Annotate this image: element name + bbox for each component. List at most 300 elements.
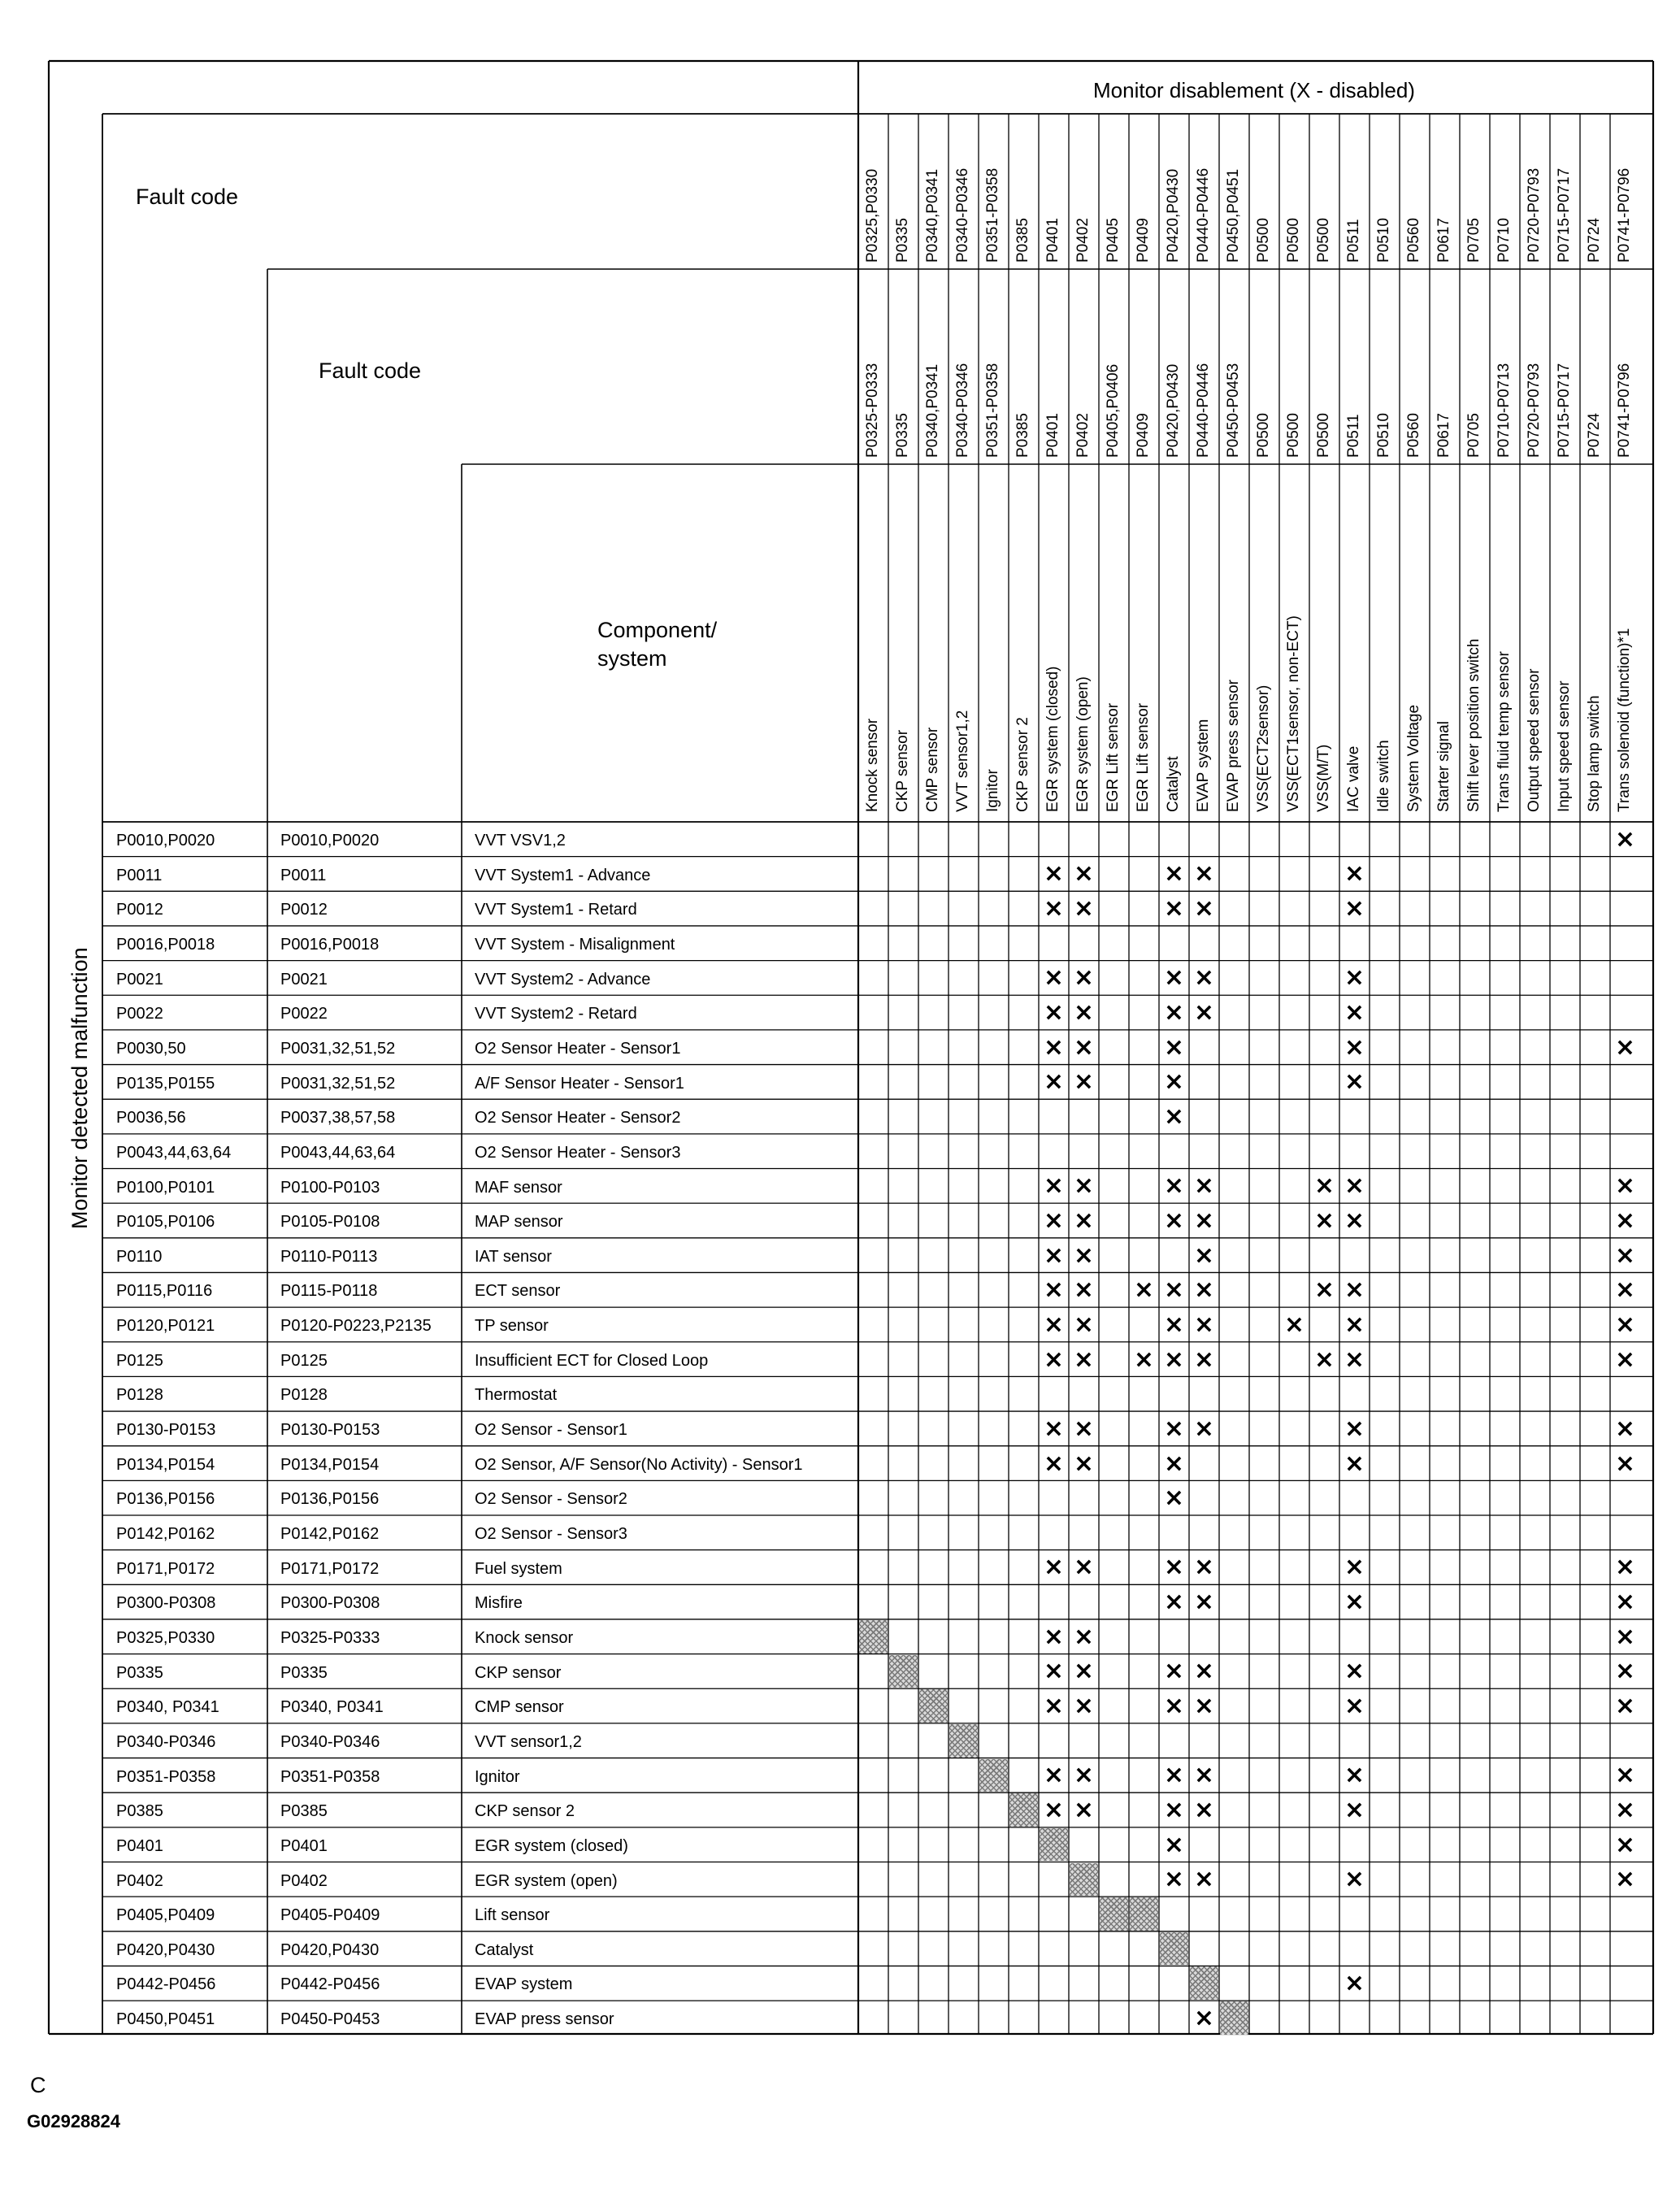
- disabled-mark: ×: [1163, 1067, 1185, 1097]
- disabled-mark: ×: [1163, 998, 1185, 1028]
- column-code-1: P0409: [1135, 218, 1152, 263]
- disabled-mark: ×: [1614, 1310, 1636, 1339]
- table-row-component: VVT System2 - Retard: [475, 1005, 637, 1023]
- column-component: Trans solenoid (function)*1: [1616, 628, 1633, 812]
- column-code-2: P0741-P0796: [1616, 363, 1633, 458]
- image-code: G02928824: [27, 2111, 120, 2131]
- table-row-fault-code-2: P0100-P0103: [280, 1178, 380, 1197]
- table-row-fault-code-2: P0011: [280, 866, 327, 884]
- column-component: Starter signal: [1435, 721, 1452, 812]
- disabled-mark: ×: [1043, 1796, 1065, 1824]
- table-row-fault-code-1: P0105,P0106: [116, 1213, 215, 1232]
- disabled-mark: ×: [1043, 1241, 1065, 1270]
- table-row-fault-code-1: P0136,P0156: [116, 1490, 215, 1509]
- column-code-2: P0510: [1375, 413, 1392, 458]
- disabled-mark: ×: [1073, 1657, 1095, 1686]
- disabled-mark: ×: [1073, 1310, 1095, 1339]
- disabled-mark: ×: [1163, 1761, 1185, 1790]
- table-row-component: O2 Sensor Heater - Sensor3: [475, 1143, 681, 1162]
- disabled-mark: ×: [1193, 1275, 1215, 1305]
- disabled-mark: ×: [1614, 1553, 1636, 1582]
- disabled-mark: ×: [1193, 859, 1215, 889]
- column-code-2: P0511: [1345, 414, 1362, 458]
- column-code-2: P0500: [1255, 413, 1272, 458]
- table-row-component: O2 Sensor, A/F Sensor(No Activity) - Sensor1: [475, 1455, 803, 1474]
- disabled-mark: ×: [1163, 1484, 1185, 1513]
- disabled-mark: ×: [1193, 1414, 1215, 1443]
- table-row-fault-code-1: P0134,P0154: [116, 1455, 215, 1474]
- disabled-mark: ×: [1163, 859, 1185, 889]
- table-row-fault-code-2: P0021: [280, 970, 328, 989]
- table-row-fault-code-2: P0134,P0154: [280, 1455, 380, 1474]
- table-row-fault-code-1: P0110: [116, 1247, 163, 1266]
- column-component: Knock sensor: [864, 718, 881, 812]
- disabled-mark: ×: [1073, 1171, 1095, 1201]
- shaded-self-cell: [1190, 1966, 1218, 2000]
- column-component: EGR system (open): [1074, 676, 1092, 812]
- table-row-fault-code-1: P0450,P0451: [116, 2010, 215, 2029]
- column-component: Trans fluid temp sensor: [1496, 651, 1513, 812]
- disabled-mark: ×: [1614, 1657, 1636, 1686]
- disabled-mark: ×: [1073, 1622, 1095, 1651]
- table-row-fault-code-1: P0115,P0116: [116, 1282, 213, 1301]
- table-row-fault-code-1: P0142,P0162: [116, 1525, 215, 1543]
- column-component: Input speed sensor: [1556, 680, 1573, 812]
- disabled-mark: ×: [1163, 894, 1185, 923]
- column-code-1: P0510: [1375, 218, 1392, 263]
- table-row-fault-code-2: P0325-P0333: [280, 1628, 380, 1647]
- disabled-mark: ×: [1043, 998, 1065, 1028]
- disabled-mark: ×: [1073, 1067, 1095, 1097]
- monitor-disablement-header: Monitor disablement (X - disabled): [1093, 78, 1415, 102]
- table-row-fault-code-2: P0340, P0341: [280, 1698, 384, 1717]
- table-row-fault-code-2: P0450-P0453: [280, 2010, 380, 2029]
- column-code-1: P0402: [1074, 218, 1092, 263]
- disabled-mark: ×: [1344, 1969, 1365, 1998]
- column-code-1: P0450,P0451: [1225, 168, 1242, 263]
- disabled-mark: ×: [1073, 1275, 1095, 1305]
- disabled-mark: ×: [1193, 1345, 1215, 1374]
- disabled-mark: ×: [1193, 2003, 1215, 2032]
- table-row-fault-code-1: P0012: [116, 901, 163, 919]
- shaded-self-cell: [1040, 1828, 1068, 1862]
- table-row-fault-code-2: P0105-P0108: [280, 1213, 380, 1232]
- disabled-mark: ×: [1283, 1310, 1305, 1339]
- table-row-fault-code-2: P0016,P0018: [280, 935, 380, 954]
- disabled-mark: ×: [1073, 1206, 1095, 1235]
- column-code-2: P0385: [1014, 413, 1031, 458]
- disabled-mark: ×: [1073, 894, 1095, 923]
- disabled-mark: ×: [1614, 1414, 1636, 1443]
- disabled-mark: ×: [1043, 894, 1065, 923]
- column-code-1: P0720-P0793: [1526, 167, 1543, 263]
- column-component: EGR system (closed): [1044, 666, 1061, 812]
- disabled-mark: ×: [1344, 1657, 1365, 1686]
- table-row-component: Thermostat: [475, 1386, 558, 1405]
- column-component: Ignitor: [984, 769, 1001, 812]
- table-row-fault-code-2: P0031,32,51,52: [280, 1039, 396, 1058]
- disabled-mark: ×: [1073, 1553, 1095, 1582]
- column-code-2: P0440-P0446: [1195, 363, 1212, 458]
- disabled-mark: ×: [1614, 1032, 1636, 1062]
- table-row-fault-code-1: P0171,P0172: [116, 1559, 215, 1578]
- table-row-component: O2 Sensor Heater - Sensor1: [475, 1039, 681, 1058]
- table-row-fault-code-2: P0300-P0308: [280, 1594, 380, 1613]
- table-row-fault-code-2: P0031,32,51,52: [280, 1074, 396, 1093]
- column-component: Shift lever position switch: [1465, 638, 1482, 812]
- column-component: VSS(ECT1sensor, non-ECT): [1285, 615, 1302, 812]
- column-code-1: P0511: [1345, 219, 1362, 263]
- column-code-2: P0325-P0333: [864, 363, 881, 458]
- column-code-1: P0401: [1044, 218, 1061, 263]
- disabled-mark: ×: [1043, 1449, 1065, 1478]
- column-code-1: P0385: [1014, 218, 1031, 263]
- table-row-component: Misfire: [475, 1594, 523, 1613]
- table-row-component: VVT System2 - Advance: [475, 970, 651, 989]
- table-row-fault-code-1: P0036,56: [116, 1109, 186, 1128]
- table-row-component: CKP sensor: [475, 1663, 562, 1682]
- column-code-1: P0617: [1435, 218, 1452, 263]
- table-row-fault-code-2: P0037,38,57,58: [280, 1109, 396, 1128]
- table-row-fault-code-2: P0012: [280, 901, 328, 919]
- disabled-mark: ×: [1344, 1761, 1365, 1790]
- column-code-2: P0401: [1044, 413, 1061, 458]
- table-row-component: EVAP press sensor: [475, 2010, 614, 2029]
- table-row-fault-code-1: P0405,P0409: [116, 1906, 215, 1925]
- table-row-fault-code-2: P0125: [280, 1351, 328, 1370]
- figure-letter: C: [30, 2073, 46, 2097]
- disabled-mark: ×: [1614, 1865, 1636, 1894]
- column-code-2: P0351-P0358: [984, 363, 1001, 458]
- column-code-1: P0724: [1586, 218, 1603, 263]
- disabled-mark: ×: [1193, 998, 1215, 1028]
- shaded-self-cell: [1100, 1897, 1128, 1931]
- table-row-fault-code-2: P0340-P0346: [280, 1732, 380, 1751]
- table-row-component: CMP sensor: [475, 1698, 564, 1717]
- disabled-mark: ×: [1043, 1310, 1065, 1339]
- component-system-header-line2: system: [597, 646, 667, 671]
- disabled-mark: ×: [1073, 1692, 1095, 1721]
- table-row-fault-code-1: P0130-P0153: [116, 1421, 216, 1440]
- disabled-mark: ×: [1163, 1692, 1185, 1721]
- column-component: CKP sensor 2: [1014, 717, 1031, 812]
- table-row-fault-code-2: P0351-P0358: [280, 1767, 380, 1786]
- table-row-fault-code-1: P0125: [116, 1351, 163, 1370]
- disabled-mark: ×: [1043, 1032, 1065, 1062]
- column-component: CKP sensor: [894, 729, 911, 812]
- disabled-mark: ×: [1163, 1796, 1185, 1824]
- table-row-fault-code-2: P0401: [280, 1836, 328, 1855]
- disabled-mark: ×: [1614, 1830, 1636, 1859]
- disabled-mark: ×: [1344, 1206, 1365, 1235]
- component-system-header-line1: Component/: [597, 618, 718, 642]
- shaded-self-cell: [1009, 1793, 1038, 1827]
- disabled-mark: ×: [1073, 998, 1095, 1028]
- table-row-fault-code-1: P0335: [116, 1663, 163, 1682]
- disabled-mark: ×: [1193, 1761, 1215, 1790]
- disabled-mark: ×: [1133, 1275, 1155, 1305]
- table-row-component: VVT System - Misalignment: [475, 935, 675, 954]
- disabled-mark: ×: [1614, 1206, 1636, 1235]
- table-row-fault-code-1: P0340, P0341: [116, 1698, 219, 1717]
- disabled-mark: ×: [1193, 1310, 1215, 1339]
- disabled-mark: ×: [1043, 1761, 1065, 1790]
- column-code-1: P0710: [1496, 218, 1513, 263]
- column-component: EGR Lift sensor: [1105, 702, 1122, 812]
- disabled-mark: ×: [1043, 1067, 1065, 1097]
- table-row-fault-code-1: P0135,P0155: [116, 1074, 215, 1093]
- shaded-self-cell: [1130, 1897, 1158, 1931]
- table-row-component: EVAP system: [475, 1975, 573, 1994]
- table-row-component: Ignitor: [475, 1767, 520, 1786]
- column-code-2: P0724: [1586, 413, 1603, 458]
- fault-code-header-2: Fault code: [319, 358, 422, 383]
- table-row-fault-code-2: P0110-P0113: [280, 1247, 378, 1266]
- table-row-component: A/F Sensor Heater - Sensor1: [475, 1074, 684, 1093]
- disabled-mark: ×: [1073, 859, 1095, 889]
- table-row-component: Fuel system: [475, 1559, 562, 1578]
- shaded-self-cell: [919, 1689, 948, 1723]
- disabled-mark: ×: [1344, 859, 1365, 889]
- disabled-mark: ×: [1163, 1102, 1185, 1131]
- monitor-detected-malfunction-label: Monitor detected malfunction: [67, 947, 92, 1229]
- disabled-mark: ×: [1614, 1275, 1636, 1305]
- disabled-mark: ×: [1073, 1449, 1095, 1478]
- shaded-self-cell: [859, 1620, 888, 1653]
- disabled-mark: ×: [1344, 1275, 1365, 1305]
- column-code-2: P0500: [1315, 413, 1332, 458]
- disabled-mark: ×: [1163, 1830, 1185, 1859]
- disabled-mark: ×: [1614, 1761, 1636, 1790]
- table-row-component: Knock sensor: [475, 1628, 574, 1647]
- table-row-fault-code-1: P0340-P0346: [116, 1732, 216, 1751]
- table-row-component: Lift sensor: [475, 1906, 550, 1925]
- column-component: Output speed sensor: [1526, 668, 1543, 812]
- table-row-component: Catalyst: [475, 1940, 534, 1959]
- column-code-1: P0340-P0346: [954, 167, 971, 263]
- disabled-mark: ×: [1614, 1345, 1636, 1374]
- disabled-mark: ×: [1163, 1414, 1185, 1443]
- disabled-mark: ×: [1163, 1449, 1185, 1478]
- disabled-mark: ×: [1344, 1865, 1365, 1894]
- column-component: VSS(M/T): [1315, 744, 1332, 812]
- disabled-mark: ×: [1163, 1865, 1185, 1894]
- table-row-fault-code-1: P0128: [116, 1386, 163, 1405]
- shaded-self-cell: [949, 1724, 978, 1758]
- disabled-mark: ×: [1133, 1345, 1155, 1374]
- column-code-2: P0560: [1405, 413, 1422, 458]
- disabled-mark: ×: [1614, 1449, 1636, 1478]
- table-row-fault-code-1: P0043,44,63,64: [116, 1143, 232, 1162]
- table-row-fault-code-2: P0405-P0409: [280, 1906, 380, 1925]
- disabled-mark: ×: [1043, 1414, 1065, 1443]
- disabled-mark: ×: [1344, 1171, 1365, 1201]
- disabled-mark: ×: [1193, 1588, 1215, 1617]
- column-code-2: P0335: [894, 413, 911, 458]
- disabled-mark: ×: [1614, 1241, 1636, 1270]
- disabled-mark: ×: [1073, 1241, 1095, 1270]
- disabled-mark: ×: [1344, 963, 1365, 993]
- column-code-2: P0705: [1465, 413, 1482, 458]
- shaded-self-cell: [1160, 1932, 1188, 1966]
- table-row-fault-code-1: P0022: [116, 1005, 163, 1023]
- table-row-fault-code-2: P0442-P0456: [280, 1975, 380, 1994]
- table-row-fault-code-1: P0351-P0358: [116, 1767, 216, 1786]
- column-code-2: P0340-P0346: [954, 363, 971, 458]
- table-row-component: O2 Sensor Heater - Sensor2: [475, 1109, 681, 1128]
- fault-code-header-1: Fault code: [136, 185, 239, 209]
- table-row-component: VVT sensor1,2: [475, 1732, 582, 1751]
- disabled-mark: ×: [1073, 1032, 1095, 1062]
- disabled-mark: ×: [1344, 1414, 1365, 1443]
- disabled-mark: ×: [1163, 1206, 1185, 1235]
- disabled-mark: ×: [1043, 1275, 1065, 1305]
- column-code-1: P0500: [1315, 218, 1332, 263]
- table-row-fault-code-2: P0335: [280, 1663, 328, 1682]
- disabled-mark: ×: [1073, 1761, 1095, 1790]
- table-row-fault-code-2: P0115-P0118: [280, 1282, 378, 1301]
- column-component: VVT sensor1,2: [954, 710, 971, 812]
- column-component: CMP sensor: [924, 727, 941, 812]
- column-component: VSS(ECT2sensor): [1255, 684, 1272, 812]
- disabled-mark: ×: [1344, 1345, 1365, 1374]
- column-code-1: P0560: [1405, 218, 1422, 263]
- disabled-mark: ×: [1073, 963, 1095, 993]
- disabled-mark: ×: [1614, 824, 1636, 854]
- table-row-fault-code-2: P0402: [280, 1871, 328, 1890]
- column-code-1: P0440-P0446: [1195, 167, 1212, 263]
- disabled-mark: ×: [1043, 1171, 1065, 1201]
- table-row-fault-code-1: P0420,P0430: [116, 1940, 215, 1959]
- column-code-2: P0340,P0341: [924, 363, 941, 458]
- disabled-mark: ×: [1313, 1206, 1335, 1235]
- column-code-2: P0409: [1135, 413, 1152, 458]
- table-row-fault-code-1: P0120,P0121: [116, 1317, 215, 1336]
- disabled-mark: ×: [1344, 1796, 1365, 1824]
- table-row-fault-code-1: P0402: [116, 1871, 163, 1890]
- disabled-mark: ×: [1344, 894, 1365, 923]
- table-row-component: VVT System1 - Retard: [475, 901, 637, 919]
- disabled-mark: ×: [1614, 1588, 1636, 1617]
- table-row-component: MAP sensor: [475, 1213, 563, 1232]
- disabled-mark: ×: [1073, 1414, 1095, 1443]
- disabled-mark: ×: [1193, 963, 1215, 993]
- column-code-1: P0420,P0430: [1165, 168, 1182, 263]
- disabled-mark: ×: [1193, 1553, 1215, 1582]
- table-row-component: EGR system (open): [475, 1871, 618, 1890]
- disabled-mark: ×: [1313, 1171, 1335, 1201]
- table-row-component: VVT System1 - Advance: [475, 866, 651, 884]
- shaded-self-cell: [889, 1655, 918, 1688]
- table-row-fault-code-1: P0442-P0456: [116, 1975, 216, 1994]
- disabled-mark: ×: [1163, 1345, 1185, 1374]
- disabled-mark: ×: [1043, 1206, 1065, 1235]
- disabled-mark: ×: [1193, 1796, 1215, 1824]
- column-code-2: P0720-P0793: [1526, 363, 1543, 458]
- disabled-mark: ×: [1163, 1275, 1185, 1305]
- disabled-mark: ×: [1043, 963, 1065, 993]
- disabled-mark: ×: [1344, 1553, 1365, 1582]
- table-row-fault-code-2: P0010,P0020: [280, 832, 380, 849]
- table-row-component: EGR system (closed): [475, 1836, 628, 1855]
- column-code-1: P0340,P0341: [924, 168, 941, 263]
- column-code-1: P0500: [1285, 218, 1302, 263]
- table-row-component: TP sensor: [475, 1317, 549, 1336]
- table-row-fault-code-1: P0300-P0308: [116, 1594, 216, 1613]
- table-row-component: Insufficient ECT for Closed Loop: [475, 1351, 709, 1370]
- table-row-component: IAT sensor: [475, 1247, 552, 1266]
- disabled-mark: ×: [1193, 1657, 1215, 1686]
- disabled-mark: ×: [1313, 1275, 1335, 1305]
- column-code-2: P0617: [1435, 413, 1452, 458]
- column-code-1: P0335: [894, 218, 911, 263]
- table-row-fault-code-1: P0100,P0101: [116, 1178, 215, 1197]
- disabled-mark: ×: [1073, 1796, 1095, 1824]
- disabled-mark: ×: [1163, 963, 1185, 993]
- table-row-component: O2 Sensor - Sensor3: [475, 1525, 627, 1543]
- column-component: EVAP press sensor: [1225, 680, 1242, 812]
- table-row-fault-code-1: P0325,P0330: [116, 1628, 215, 1647]
- disabled-mark: ×: [1043, 1692, 1065, 1721]
- disabled-mark: ×: [1344, 1310, 1365, 1339]
- disabled-mark: ×: [1614, 1622, 1636, 1651]
- column-component: Stop lamp switch: [1586, 695, 1603, 812]
- disabled-mark: ×: [1313, 1345, 1335, 1374]
- column-code-1: P0715-P0717: [1556, 167, 1573, 263]
- disabled-mark: ×: [1614, 1796, 1636, 1824]
- column-code-2: P0405,P0406: [1105, 363, 1122, 458]
- table-row-fault-code-2: P0142,P0162: [280, 1525, 380, 1543]
- shaded-self-cell: [1220, 2001, 1248, 2035]
- disabled-mark: ×: [1193, 1171, 1215, 1201]
- disabled-mark: ×: [1163, 1588, 1185, 1617]
- table-row-fault-code-1: P0401: [116, 1836, 163, 1855]
- column-code-2: P0500: [1285, 413, 1302, 458]
- table-row-component: CKP sensor 2: [475, 1802, 575, 1821]
- column-component: EVAP system: [1195, 719, 1212, 812]
- table-row-component: VVT VSV1,2: [475, 832, 566, 849]
- table-row-component: O2 Sensor - Sensor1: [475, 1421, 627, 1440]
- disabled-mark: ×: [1193, 1206, 1215, 1235]
- column-component: System Voltage: [1405, 704, 1422, 812]
- disabled-mark: ×: [1163, 1553, 1185, 1582]
- column-code-2: P0715-P0717: [1556, 363, 1573, 458]
- shaded-self-cell: [979, 1759, 1008, 1792]
- table-row-fault-code-2: P0128: [280, 1386, 328, 1405]
- disabled-mark: ×: [1043, 1553, 1065, 1582]
- table-row-fault-code-2: P0420,P0430: [280, 1940, 380, 1959]
- disabled-mark: ×: [1163, 1310, 1185, 1339]
- table-row-fault-code-1: P0021: [116, 970, 163, 989]
- disabled-mark: ×: [1073, 1345, 1095, 1374]
- disabled-mark: ×: [1163, 1032, 1185, 1062]
- disabled-mark: ×: [1163, 1171, 1185, 1201]
- column-code-1: P0741-P0796: [1616, 167, 1633, 263]
- table-row-fault-code-2: P0385: [280, 1802, 328, 1821]
- disabled-mark: ×: [1344, 1032, 1365, 1062]
- disabled-mark: ×: [1043, 1622, 1065, 1651]
- disabled-mark: ×: [1344, 1692, 1365, 1721]
- table-row-fault-code-2: P0136,P0156: [280, 1490, 380, 1509]
- column-code-1: P0500: [1255, 218, 1272, 263]
- disabled-mark: ×: [1193, 1865, 1215, 1894]
- column-code-2: P0710-P0713: [1496, 363, 1513, 458]
- table-row-fault-code-1: P0030,50: [116, 1039, 186, 1058]
- column-code-2: P0450-P0453: [1225, 363, 1242, 458]
- column-code-1: P0351-P0358: [984, 167, 1001, 263]
- table-row-fault-code-2: P0130-P0153: [280, 1421, 380, 1440]
- column-code-2: P0402: [1074, 413, 1092, 458]
